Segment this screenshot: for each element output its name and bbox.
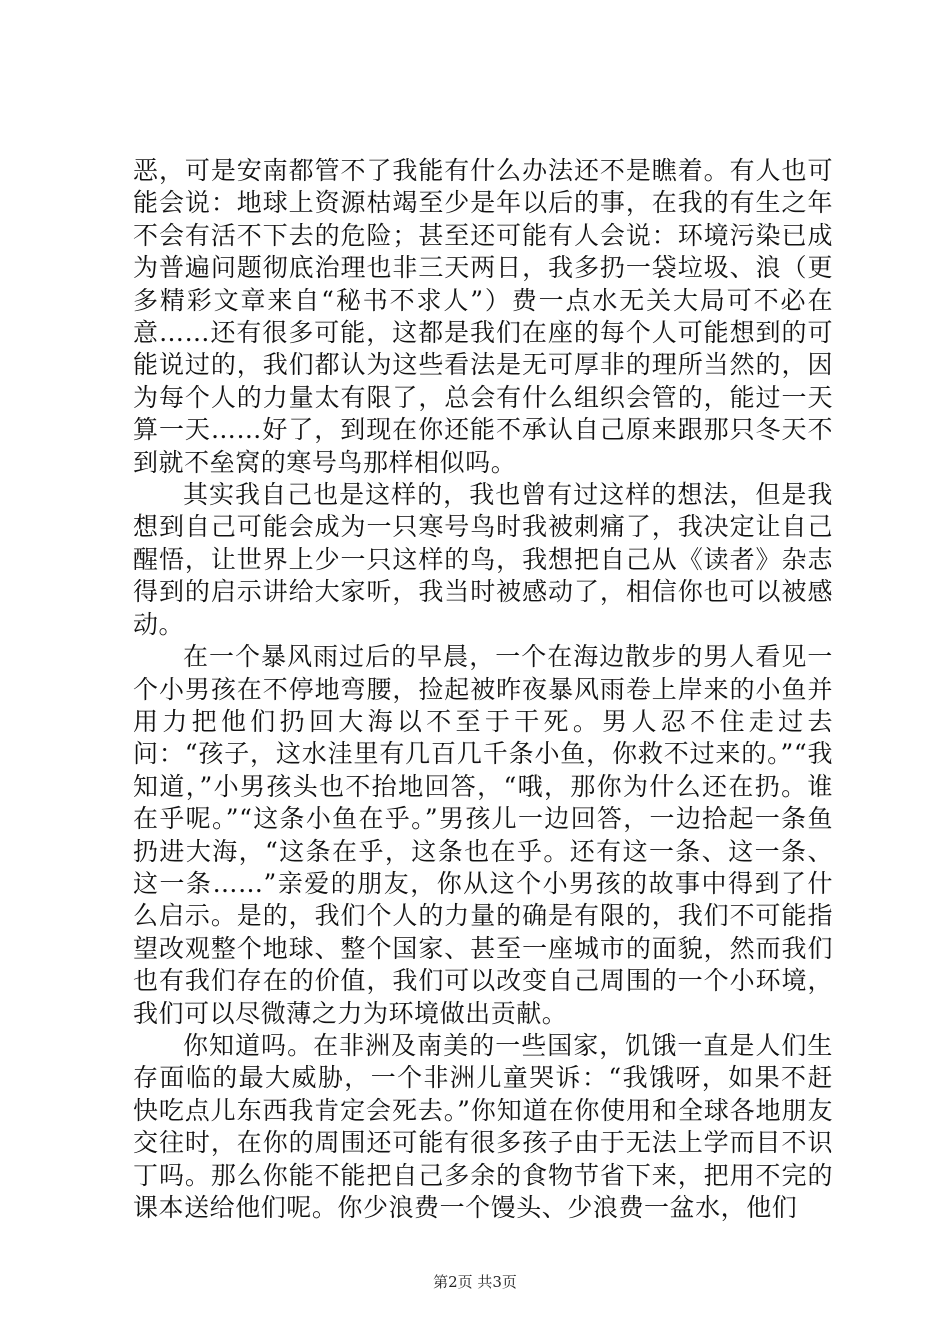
paragraph: 其实我自己也是这样的，我也曾有过这样的想法，但是我想到自己可能会成为一只寒号鸟时我被刺痛了，我决定让自己醒悟，让世界上少一只这样的鸟，我想把自己从《读者》杂志得到的启示讲给大家听，我当时被感动了，相信你也可以被感动。: [133, 480, 833, 639]
paragraph: 在一个暴风雨过后的早晨，一个在海边散步的男人看见一个小男孩在不停地弯腰，捡起被昨夜暴风雨卷上岸来的小鱼并用力把他们扔回大海以不至于干死。男人忍不住走过去问：“孩子，这水洼里有几百几千条小鱼，你救不过来的。”“我知道，”小男孩头也不抬地回答，“哦，那你为什么还在扔。谁在乎呢。”“这条小鱼在乎。”男孩儿一边回答，一边拾起一条鱼扔进大海，“这条在乎，这条也在乎。还有这一条、这一条、这一条……”亲爱的朋友，你从这个小男孩的故事中得到了什么启示。是的，我们个人的力量的确是有限的，我们不可能指望改观整个地球、整个国家、甚至一座城市的面貌，然而我们也有我们存在的价值，我们可以改变自己周围的一个小环境，我们可以尽微薄之力为环境做出贡献。: [133, 642, 833, 1028]
paragraph-continued: 恶，可是安南都管不了我能有什么办法还不是瞧着。有人也可能会说：地球上资源枯竭至少是年以后的事，在我的有生之年不会有活不下去的危险；甚至还可能有人会说：环境污染已成为普遍问题彻底治理也非三天两日，我多扔一袋垃圾、浪（更多精彩文章来自“秘书不求人”）费一点水无关大局可不必在意……还有很多可能，这都是我们在座的每个人可能想到的可能说过的，我们都认为这些看法是无可厚非的理所当然的，因为每个人的力量太有限了，总会有什么组织会管的，能过一天算一天……好了，到现在你还能不承认自己原来跟那只冬天不到就不垒窝的寒号鸟那样相似吗。: [133, 156, 833, 477]
document-body: [133, 155, 833, 1224]
paragraph: 你知道吗。在非洲及南美的一些国家，饥饿一直是人们生存面临的最大威胁，一个非洲儿童哭诉：“我饿呀，如果不赶快吃点儿东西我肯定会死去。”你知道在你使用和全球各地朋友交往时，在你的周围还可能有很多孩子由于无法上学而目不识丁吗。那么你能不能把自己多余的食物节省下来，把用不完的课本送给他们呢。你少浪费一个馒头、少浪费一盆水，他们: [133, 1030, 833, 1222]
page-number-footer: 第2页 共3页: [433, 1273, 517, 1291]
